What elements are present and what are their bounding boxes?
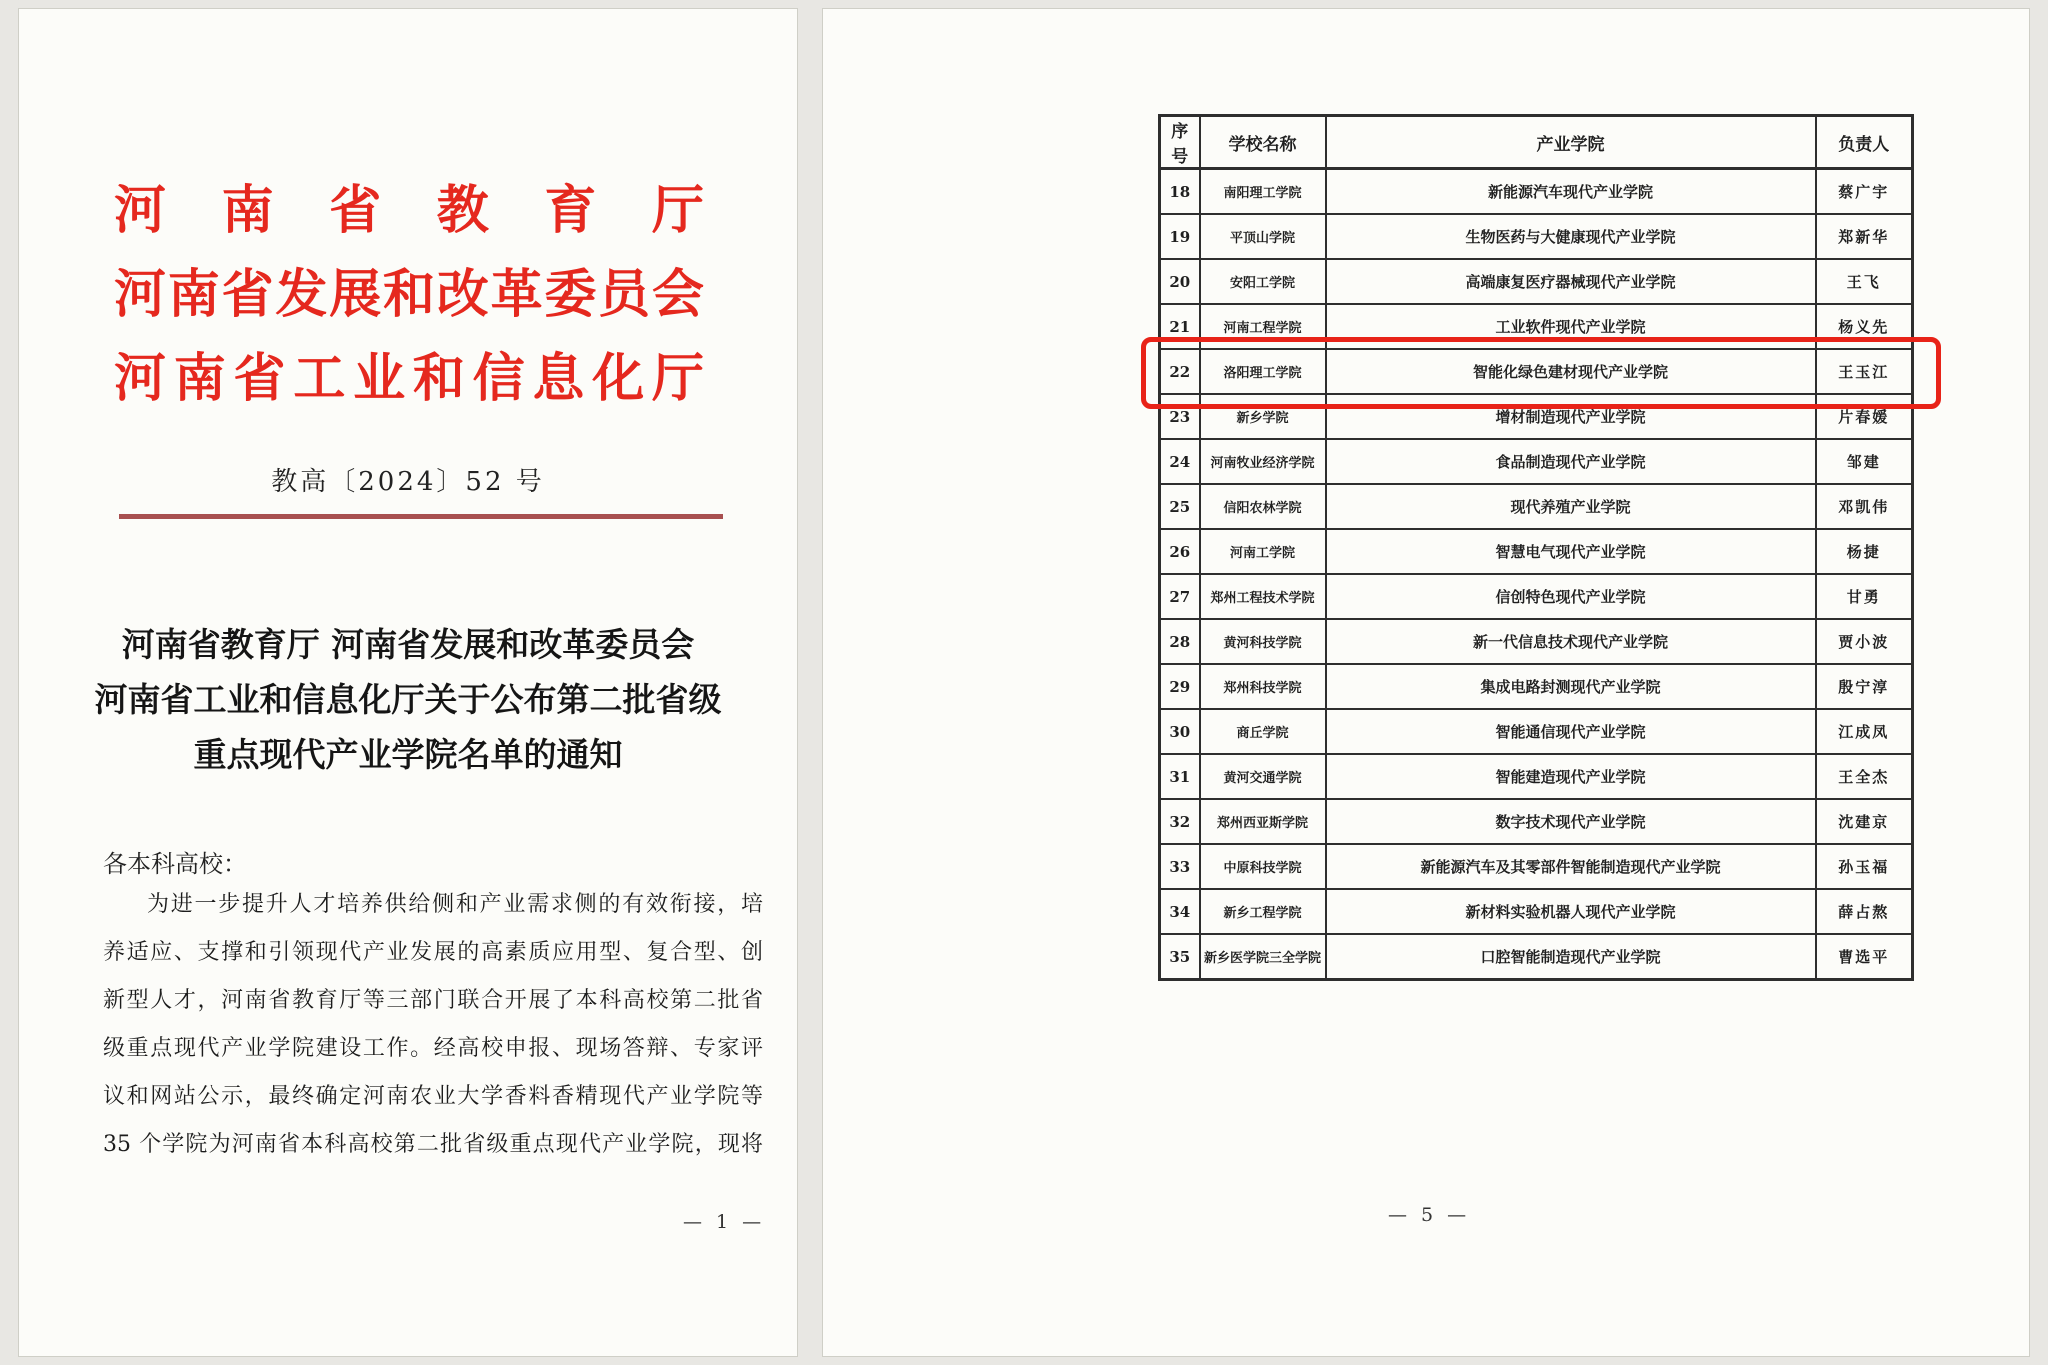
person-name-cell: 蔡广宇: [1816, 169, 1913, 215]
row-number-cell: 21: [1160, 304, 1200, 349]
table-header-row: [1160, 116, 1913, 169]
page-number-5: — 5 —: [1388, 1204, 1471, 1226]
table-row: [1160, 754, 1913, 799]
college-name-cell: 现代养殖产业学院: [1326, 484, 1816, 529]
school-name-cell: 平顶山学院: [1200, 214, 1326, 259]
school-name-cell: 河南工程学院: [1200, 304, 1326, 349]
letterhead-line-3: 河南省工业和信息化厅: [114, 348, 704, 409]
body-line: 为进一步提升人才培养供给侧和产业需求侧的有效衔接，培: [147, 892, 763, 917]
college-name-cell: 食品制造现代产业学院: [1326, 439, 1816, 484]
header-cell-no: 序号: [1160, 116, 1200, 169]
body-line: 35 个学院为河南省本科高校第二批省级重点现代产业学院，现将: [103, 1132, 763, 1157]
row-number-cell: 20: [1160, 259, 1200, 304]
person-name-cell: 甘勇: [1816, 574, 1913, 619]
person-name-cell: 贾小波: [1816, 619, 1913, 664]
person-name-cell: 孙玉福: [1816, 844, 1913, 889]
college-name-cell: 增材制造现代产业学院: [1326, 394, 1816, 439]
row-number-cell: 28: [1160, 619, 1200, 664]
college-name-cell: 口腔智能制造现代产业学院: [1326, 934, 1816, 980]
red-letterhead: [114, 169, 704, 421]
school-name-cell: 南阳理工学院: [1200, 169, 1326, 215]
title-line-3: 重点现代产业学院名单的通知: [193, 735, 623, 774]
table-row: [1160, 169, 1913, 215]
school-name-cell: 黄河交通学院: [1200, 754, 1326, 799]
document-number: 教高〔2024〕52 号: [271, 467, 545, 497]
salutation: 各本科高校：: [103, 850, 247, 878]
college-name-cell: 智慧电气现代产业学院: [1326, 529, 1816, 574]
college-name-cell: 智能化绿色建材现代产业学院: [1326, 349, 1816, 394]
school-name-cell: 安阳工学院: [1200, 259, 1326, 304]
person-name-cell: 杨义先: [1816, 304, 1913, 349]
body-line: 养适应、支撑和引领现代产业发展的高素质应用型、复合型、创: [103, 940, 763, 965]
row-number-cell: 25: [1160, 484, 1200, 529]
row-number-cell: 24: [1160, 439, 1200, 484]
school-name-cell: 郑州工程技术学院: [1200, 574, 1326, 619]
school-name-cell: 新乡医学院三全学院: [1200, 934, 1326, 980]
table-row: [1160, 574, 1913, 619]
row-number-cell: 29: [1160, 664, 1200, 709]
table-row: [1160, 889, 1913, 934]
school-name-cell: 郑州西亚斯学院: [1200, 799, 1326, 844]
document-page-5: [822, 8, 2030, 1357]
table-row: [1160, 664, 1913, 709]
body-line: 新型人才，河南省教育厅等三部门联合开展了本科高校第二批省: [103, 988, 763, 1013]
college-name-cell: 智能建造现代产业学院: [1326, 754, 1816, 799]
college-list-table-wrap: [1158, 114, 1911, 981]
table-row: [1160, 619, 1913, 664]
letterhead-line-2: 河南省发展和改革委员会: [114, 264, 704, 325]
table-row: [1160, 844, 1913, 889]
person-name-cell: 杨捷: [1816, 529, 1913, 574]
college-name-cell: 新材料实验机器人现代产业学院: [1326, 889, 1816, 934]
college-name-cell: 数字技术现代产业学院: [1326, 799, 1816, 844]
document-page-1: [18, 8, 798, 1357]
page-number-1: — 1 —: [683, 1211, 766, 1233]
college-name-cell: 信创特色现代产业学院: [1326, 574, 1816, 619]
college-table-body: [1160, 169, 1913, 980]
person-name-cell: 片春媛: [1816, 394, 1913, 439]
college-list-table: [1158, 114, 1914, 981]
table-row: [1160, 799, 1913, 844]
table-row: [1160, 439, 1913, 484]
row-number-cell: 35: [1160, 934, 1200, 980]
person-name-cell: 王玉江: [1816, 349, 1913, 394]
college-name-cell: 新能源汽车现代产业学院: [1326, 169, 1816, 215]
title-line-1: 河南省教育厅 河南省发展和改革委员会: [121, 625, 695, 664]
red-divider-rule: [119, 514, 723, 519]
row-number-cell: 18: [1160, 169, 1200, 215]
row-number-cell: 32: [1160, 799, 1200, 844]
person-name-cell: 薛占熬: [1816, 889, 1913, 934]
table-row: [1160, 394, 1913, 439]
table-row: [1160, 214, 1913, 259]
row-number-cell: 22: [1160, 349, 1200, 394]
table-row: [1160, 709, 1913, 754]
row-number-cell: 23: [1160, 394, 1200, 439]
school-name-cell: 河南工学院: [1200, 529, 1326, 574]
school-name-cell: 河南牧业经济学院: [1200, 439, 1326, 484]
table-row: [1160, 484, 1913, 529]
row-number-cell: 34: [1160, 889, 1200, 934]
row-number-cell: 33: [1160, 844, 1200, 889]
body-line: 级重点现代产业学院建设工作。经高校申报、现场答辩、专家评: [103, 1036, 763, 1061]
person-name-cell: 郑新华: [1816, 214, 1913, 259]
school-name-cell: 信阳农林学院: [1200, 484, 1326, 529]
letterhead-line-1: 河南省教育厅: [114, 180, 704, 241]
person-name-cell: 王全杰: [1816, 754, 1913, 799]
table-row: [1160, 529, 1913, 574]
header-cell-person: 负责人: [1816, 116, 1913, 169]
row-number-cell: 27: [1160, 574, 1200, 619]
header-cell-college: 产业学院: [1326, 116, 1816, 169]
college-name-cell: 生物医药与大健康现代产业学院: [1326, 214, 1816, 259]
header-cell-school: 学校名称: [1200, 116, 1326, 169]
person-name-cell: 殷宁淳: [1816, 664, 1913, 709]
table-row: [1160, 934, 1913, 980]
person-name-cell: 邹建: [1816, 439, 1913, 484]
table-row: [1160, 349, 1913, 394]
title-line-2: 河南省工业和信息化厅关于公布第二批省级: [94, 680, 722, 719]
school-name-cell: 新乡工程学院: [1200, 889, 1326, 934]
document-title: [19, 617, 797, 782]
table-row: [1160, 259, 1913, 304]
school-name-cell: 新乡学院: [1200, 394, 1326, 439]
college-name-cell: 新一代信息技术现代产业学院: [1326, 619, 1816, 664]
college-name-cell: 工业软件现代产业学院: [1326, 304, 1816, 349]
body-paragraph: [103, 881, 763, 1169]
person-name-cell: 王飞: [1816, 259, 1913, 304]
row-number-cell: 19: [1160, 214, 1200, 259]
person-name-cell: 江成凤: [1816, 709, 1913, 754]
person-name-cell: 曹选平: [1816, 934, 1913, 980]
college-name-cell: 新能源汽车及其零部件智能制造现代产业学院: [1326, 844, 1816, 889]
table-row: [1160, 304, 1913, 349]
row-number-cell: 26: [1160, 529, 1200, 574]
person-name-cell: 沈建京: [1816, 799, 1913, 844]
college-name-cell: 智能通信现代产业学院: [1326, 709, 1816, 754]
college-name-cell: 高端康复医疗器械现代产业学院: [1326, 259, 1816, 304]
school-name-cell: 商丘学院: [1200, 709, 1326, 754]
school-name-cell: 黄河科技学院: [1200, 619, 1326, 664]
row-number-cell: 31: [1160, 754, 1200, 799]
school-name-cell: 中原科技学院: [1200, 844, 1326, 889]
college-name-cell: 集成电路封测现代产业学院: [1326, 664, 1816, 709]
row-number-cell: 30: [1160, 709, 1200, 754]
school-name-cell: 郑州科技学院: [1200, 664, 1326, 709]
person-name-cell: 邓凯伟: [1816, 484, 1913, 529]
body-line: 议和网站公示，最终确定河南农业大学香料香精现代产业学院等: [103, 1084, 763, 1109]
school-name-cell: 洛阳理工学院: [1200, 349, 1326, 394]
